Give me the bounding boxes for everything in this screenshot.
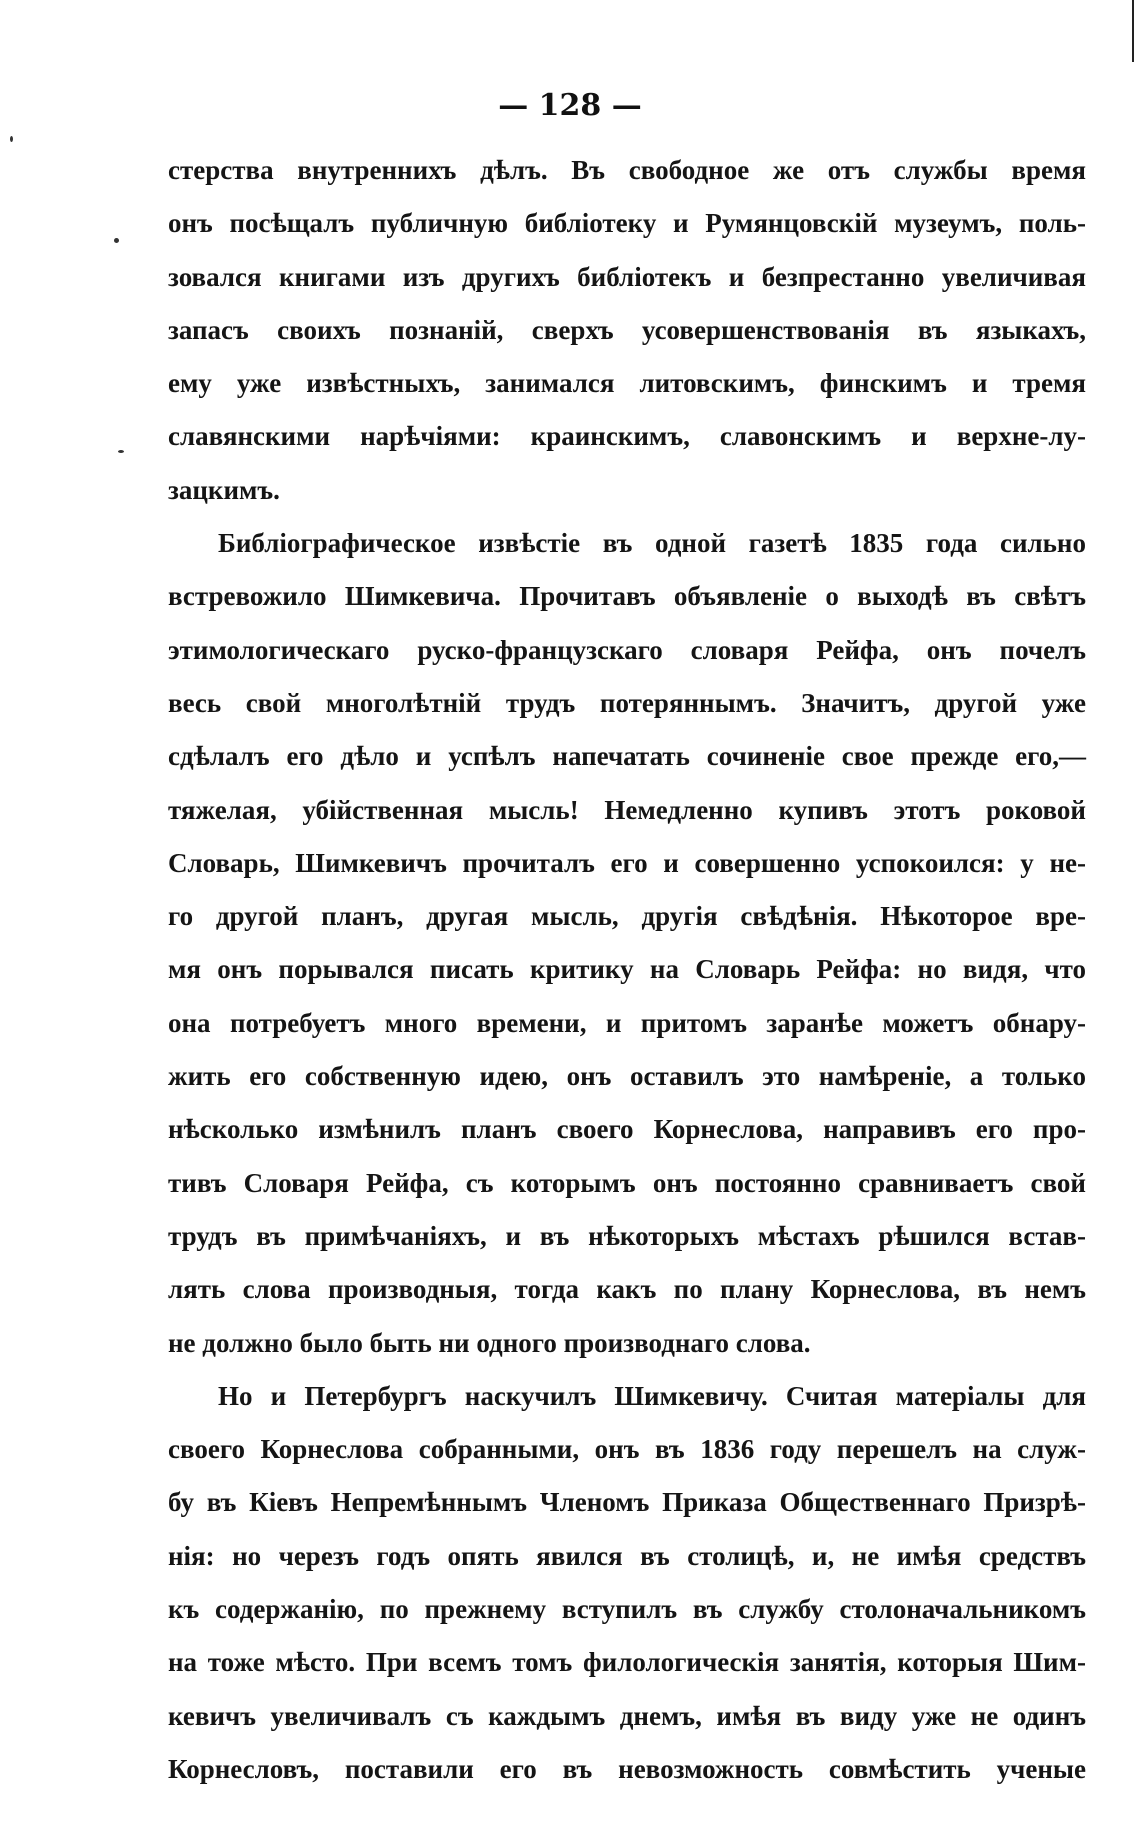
text-line: зацкимъ. <box>168 474 280 505</box>
text-line: не должно было быть ни одного производнаго слова. <box>168 1327 811 1358</box>
text-line: славянскими нарѣчіями: краинскимъ, славонскимъ и верхне-лу- <box>168 421 1086 452</box>
text-line: запасъ своихъ познаній, сверхъ усовершенствованія въ языкахъ, <box>168 314 1086 345</box>
text-line: Словарь, Шимкевичъ прочиталъ его и совершенно успокоился: у не- <box>168 847 1086 878</box>
text-line: ему уже извѣстныхъ, занимался литовскимъ, финскимъ и тремя <box>168 368 1086 399</box>
text-line: Корнесловъ, поставили его въ невозможность совмѣстить ученые <box>168 1753 1086 1784</box>
text-line: нія: но черезъ годъ опять явился въ столицѣ, и, не имѣя средствъ <box>168 1540 1086 1571</box>
ink-speck <box>114 238 119 243</box>
text-line: зовался книгами изъ другихъ библіотекъ и безпрестанно увеличивая <box>168 261 1086 292</box>
text-line: встревожило Шимкевича. Прочитавъ объявленіе о выходѣ въ свѣтъ <box>168 581 1086 612</box>
text-line: она потребуетъ много времени, и притомъ заранѣе можетъ обнару- <box>168 1007 1086 1038</box>
text-line: тяжелая, убійственная мысль! Немедленно купивъ этотъ роковой <box>168 794 1086 825</box>
text-line: весь свой многолѣтній трудъ потеряннымъ. Значитъ, другой уже <box>168 687 1086 718</box>
paragraph-first-line: Библіографическое извѣстіе въ одной газетѣ 1835 года сильно <box>218 528 1086 559</box>
page-edge-line <box>1132 0 1134 62</box>
text-line: жить его собственную идею, онъ оставилъ это намѣреніе, а только <box>168 1061 1086 1092</box>
text-line: го другой планъ, другая мысль, другія свѣдѣнія. Нѣкоторое вре- <box>168 901 1086 932</box>
text-line: бу въ Кіевъ Непремѣннымъ Членомъ Приказа Общественнаго Призрѣ- <box>168 1487 1086 1518</box>
paragraph-first-line: Но и Петербургъ наскучилъ Шимкевичу. Считая матеріалы для <box>218 1380 1086 1411</box>
page-number: — 128 — <box>498 88 642 123</box>
text-line: этимологическаго руско-французскаго словаря Рейфа, онъ почелъ <box>168 634 1086 665</box>
ink-speck <box>118 450 124 453</box>
text-line: сдѣлалъ его дѣло и успѣлъ напечатать сочиненіе свое прежде его,— <box>168 741 1086 772</box>
text-line: лять слова производныя, тогда какъ по плану Корнеслова, въ немъ <box>168 1274 1086 1305</box>
text-line: трудъ въ примѣчаніяхъ, и въ нѣкоторыхъ мѣстахъ рѣшился встав- <box>168 1220 1086 1251</box>
text-line: своего Корнеслова собранными, онъ въ 1836 году перешелъ на служ- <box>168 1434 1086 1465</box>
body-text <box>168 144 1086 1796</box>
ink-speck <box>10 136 13 142</box>
text-line: тивъ Словаря Рейфа, съ которымъ онъ постоянно сравниваетъ свой <box>168 1167 1086 1198</box>
text-line: онъ посѣщалъ публичную библіотеку и Румянцовскій музеумъ, поль- <box>168 208 1086 239</box>
text-line: мя онъ порывался писать критику на Словарь Рейфа: но видя, что <box>168 954 1086 985</box>
text-line: кевичъ увеличивалъ съ каждымъ днемъ, имѣя въ виду уже не одинъ <box>168 1700 1086 1731</box>
text-line: на тоже мѣсто. При всемъ томъ филологическія занятія, которыя Шим- <box>168 1647 1086 1678</box>
text-line: нѣсколько измѣнилъ планъ своего Корнеслова, направивъ его про- <box>168 1114 1086 1145</box>
text-line: стерства внутреннихъ дѣлъ. Въ свободное же отъ службы время <box>168 155 1086 185</box>
text-line: къ содержанію, по прежнему вступилъ въ службу столоначальникомъ <box>168 1594 1086 1625</box>
